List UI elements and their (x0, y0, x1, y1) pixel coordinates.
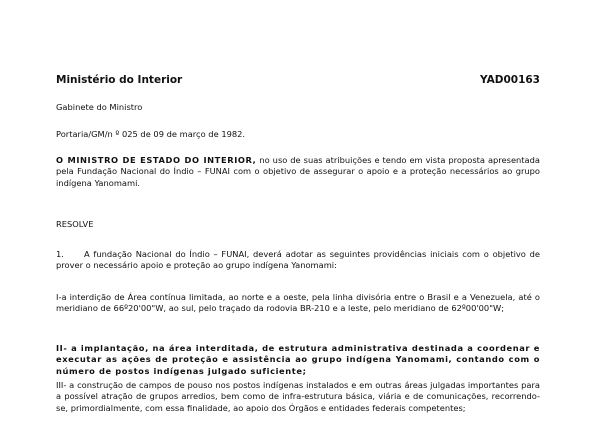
ministry-title: Ministério do Interior (56, 74, 183, 86)
preamble-bold-text: O MINISTRO DE ESTADO DO INTERIOR, (56, 155, 257, 165)
item-iii-paragraph: III- a construção de campos de pouso nos postos indígenas instalados e em outras áreas julgadas importantes para a possível atração de grupos arredios, bem como de infra-estrutura básica, viária e de comunicações, recorrendo-se, primordialmente, com essa finalidade, ao apoio dos Órgãos e entidades federais competentes; (56, 380, 540, 413)
preamble-text: no uso de suas atribuições e tendo em vista proposta apresentada pela Fundação Nacional do Índio – FUNAI com o objetivo de assegurar o apoio e a proteção necessários ao grupo indígena Yanomami. (56, 155, 540, 188)
document-header (56, 74, 540, 88)
document-code: YAD00163 (480, 74, 540, 86)
item-1-number: 1. (56, 249, 64, 259)
item-1-paragraph (56, 249, 540, 272)
item-ii-text: II- a implantação, na área interditada, de estrutura administrativa destinada a coordenar e executar as ações de proteção e assistência ao grupo indígena Yanomami, contando com o número de postos indígenas julgado suficiente; (56, 343, 540, 376)
resolve-heading: RESOLVE (56, 219, 94, 229)
item-ii-paragraph (56, 343, 540, 377)
ordinance-line: Portaria/GM/n º 025 de 09 de março de 1982. (56, 129, 246, 139)
office-line: Gabinete do Ministro (56, 102, 143, 112)
page-bottom-clip (56, 380, 540, 430)
item-i-paragraph: I-a interdição de Área contínua limitada, ao norte e a oeste, pela linha divisória entre o Brasil e a Venezuela, até o meridiano de 66º20'00"W, ao sul, pelo traçado da rodovia BR-210 e a leste, pelo meridiano de 62º00'00"W; (56, 292, 540, 314)
item-1-text: A fundação Nacional do Índio – FUNAI, deverá adotar as seguintes providências iniciais com o objetivo de prover o necessário apoio e proteção ao grupo indígena Yanomami: (56, 249, 540, 271)
preamble-paragraph (56, 155, 540, 189)
